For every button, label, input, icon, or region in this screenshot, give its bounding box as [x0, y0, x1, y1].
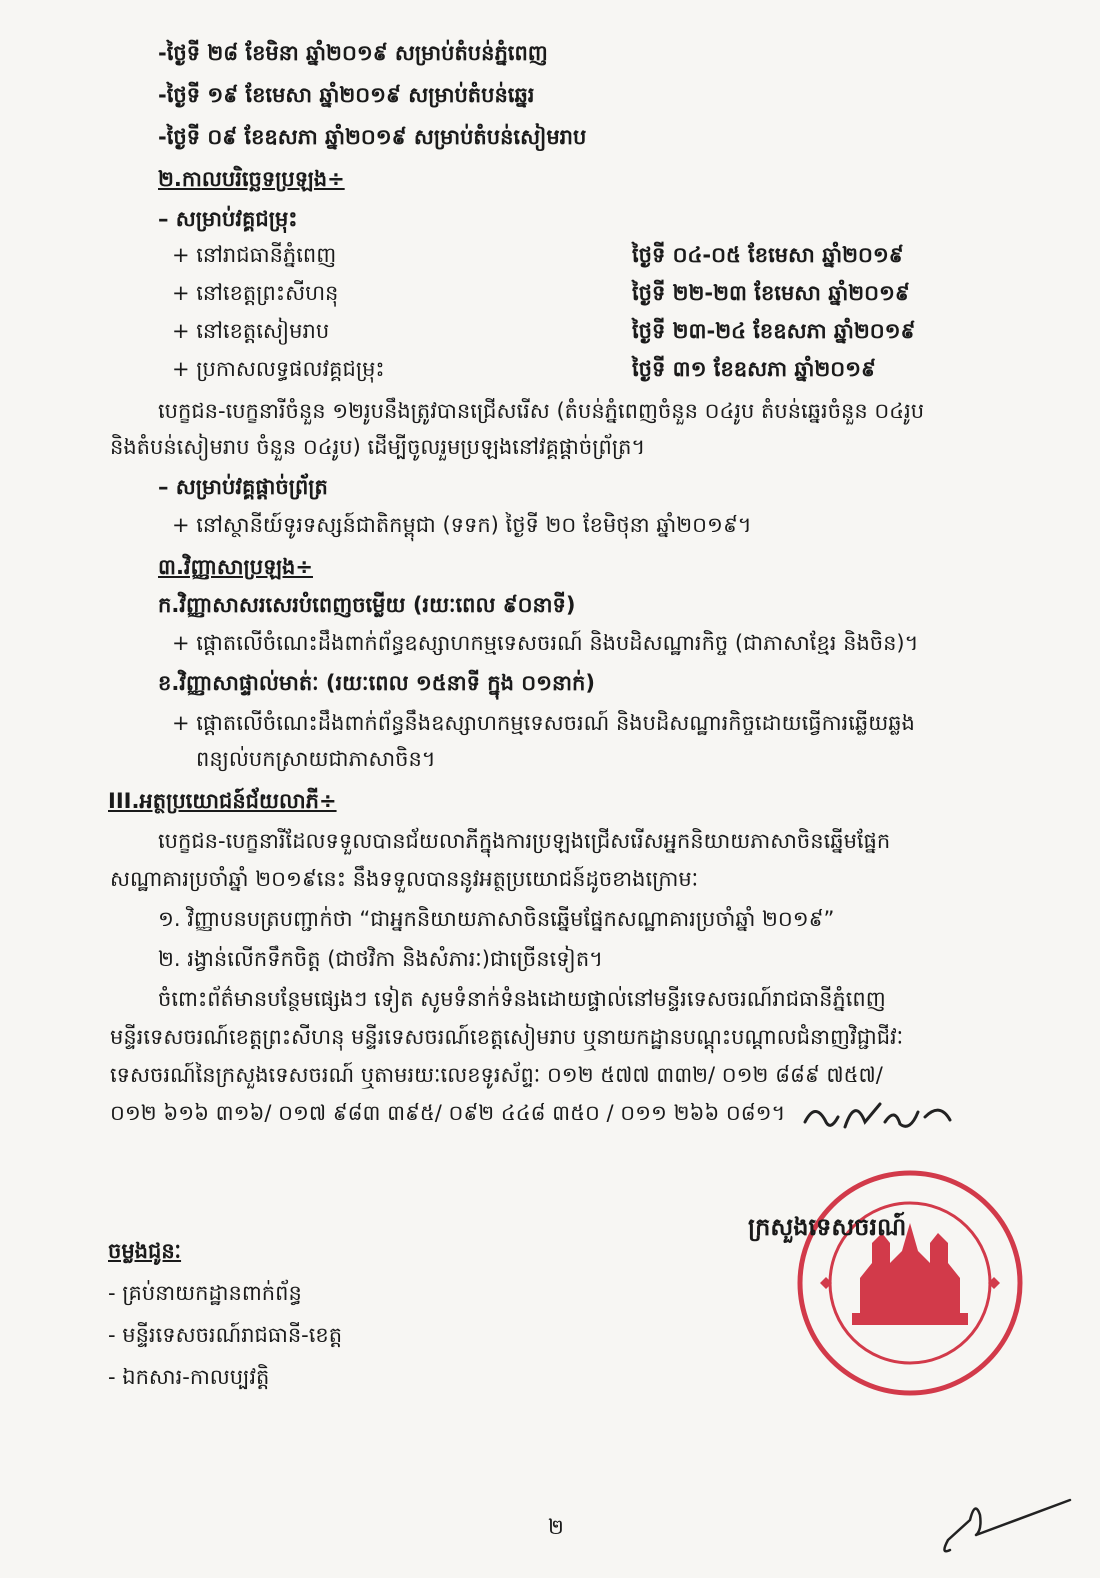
subject-b-item-line-1: + ផ្តោតលើចំណេះដឹងពាក់ព័ន្ធនឹងឧស្សាហកម្មទេសចរណ៍ និងបដិសណ្ឋារកិច្ចដោយធ្វើការឆ្លើយឆ្លង — [172, 711, 915, 735]
prelim-item-date: ថ្ងៃទី ៣១ ខែឧសភា ឆ្នាំ២០១៩ — [632, 357, 876, 381]
cc-item: - មន្ទីរទេសចរណ៍រាជធានី-ខេត្ត — [108, 1323, 343, 1347]
prelim-item-label: + នៅខេត្តសៀមរាប — [172, 319, 330, 343]
contact-text-line-1: ចំពោះព័ត៌មានបន្ថែមផ្សេងៗ ទៀត សូមទំនាក់ទំនងដោយផ្ទាល់នៅមន្ទីរទេសចរណ៍រាជធានីភ្នំពេញ — [158, 987, 886, 1011]
prelim-item-date: ថ្ងៃទី ២២-២៣ ខែមេសា ឆ្នាំ២០១៩ — [632, 281, 910, 305]
page-number: ២ — [548, 1515, 564, 1539]
final-heading: – សម្រាប់វគ្គផ្តាច់ព្រ័ត្រ — [158, 475, 328, 499]
selection-text-line-1: បេក្ខជន-បេក្ខនារីចំនួន ១២រូបនឹងត្រូវបានជ្រើសរើស (តំបន់ភ្នំពេញចំនួន ០៤រូប តំបន់ឆ្នេរចំនួន ០៤រូប — [158, 399, 925, 423]
benefits-text-line-2: សណ្ឋាគារប្រចាំឆ្នាំ ២០១៩នេះ នឹងទទួលបាននូវអត្ថប្រយោជន៍ដូចខាងក្រោមៈ — [110, 867, 699, 891]
region-date-siem-reap: -ថ្ងៃទី ០៩ ខែឧសភា ឆ្នាំ២០១៩ សម្រាប់តំបន់សៀមរាប — [158, 125, 587, 149]
benefits-heading: III.អត្ថប្រយោជន៍ជ័យលាភី÷ — [108, 789, 337, 813]
contact-text-line-4: ០១២ ៦១៦ ៣១៦/ ០១៧ ៩៨៣ ៣៩៥/ ០៩២ ៤៤៨ ៣៥០ / ០១១ ២៦៦ ០៨១។ — [110, 1101, 786, 1125]
ministry-name: ក្រសួងទេសចរណ៍ — [748, 1213, 907, 1241]
selection-text-line-2: និងតំបន់សៀមរាប ចំនួន ០៤រូប) ដើម្បីចូលរួមប្រឡងនៅវគ្គផ្តាច់ព្រ័ត្រ។ — [110, 435, 646, 459]
prelim-item-label: + នៅរាជធានីភ្នំពេញ — [172, 243, 337, 267]
contact-text-line-3: ទេសចរណ៍នៃក្រសួងទេសចរណ៍ ឬតាមរយៈលេខទូរស័ព្ទៈ ០១២ ៥៧៧ ៣៣២/ ០១២ ៨៨៩ ៧៥៧/ — [110, 1063, 883, 1087]
benefit-item-2: ២. រង្វាន់លើកទឹកចិត្ត (ជាថវិកា និងសំភារៈ)ជាច្រើនទៀត។ — [158, 947, 603, 971]
prelim-item-date: ថ្ងៃទី ០៤-០៥ ខែមេសា ឆ្នាំ២០១៩ — [632, 243, 904, 267]
corner-signature — [930, 1480, 1080, 1560]
ministry-seal — [790, 1163, 1030, 1403]
benefit-item-1: ១. វិញ្ញាបនបត្របញ្ជាក់ថា “ជាអ្នកនិយាយភាសាចិនឆ្នើមផ្នែកសណ្ឋាគារប្រចាំឆ្នាំ ២០១៩” — [158, 907, 835, 931]
initials-signature — [800, 1092, 970, 1142]
subject-b-heading: ខ.វិញ្ញាសាផ្ទាល់មាត់ៈ (រយៈពេល ១៥នាទី ក្នុង ០១នាក់) — [158, 671, 595, 695]
cc-item: - គ្រប់នាយកដ្ឋានពាក់ព័ន្ធ — [108, 1281, 302, 1305]
prelim-item-label: + ប្រកាសលទ្ធផលវគ្គជម្រុះ — [172, 357, 385, 381]
section-2-heading: ២.កាលបរិច្ឆេទប្រឡង÷ — [158, 167, 345, 191]
prelim-item-label: + នៅខេត្តព្រះសីហនុ — [172, 281, 339, 305]
cc-item: - ឯកសារ-កាលប្បវត្តិ — [108, 1365, 270, 1389]
subject-a-heading: ក.វិញ្ញាសាសរសេរបំពេញចម្លើយ (រយៈពេល ៩០នាទី) — [158, 593, 576, 617]
prelim-item-date: ថ្ងៃទី ២៣-២៤ ខែឧសភា ឆ្នាំ២០១៩ — [632, 319, 916, 343]
prelim-heading: – សម្រាប់វគ្គជម្រុះ — [158, 207, 298, 231]
benefits-text-line-1: បេក្ខជន-បេក្ខនារីដែលទទួលបានជ័យលាភីក្នុងការប្រឡងជ្រើសរើសអ្នកនិយាយភាសាចិនឆ្នើមផ្នែក — [158, 829, 891, 853]
contact-text-line-2: មន្ទីរទេសចរណ៍ខេត្តព្រះសីហនុ មន្ទីរទេសចរណ៍ខេត្តសៀមរាប ឬនាយកដ្ឋានបណ្តុះបណ្តាលជំនាញវិជ្ជាជីវៈ — [110, 1025, 904, 1049]
subject-a-item: + ផ្តោតលើចំណេះដឹងពាក់ព័ន្ធឧស្សាហកម្មទេសចរណ៍ និងបដិសណ្ឋារកិច្ច (ជាភាសាខ្មែរ និងចិន)។ — [172, 631, 919, 655]
cc-heading: ចម្លងជូនៈ — [108, 1239, 182, 1263]
region-date-coastal: -ថ្ងៃទី ១៩ ខែមេសា ឆ្នាំ២០១៩ សម្រាប់តំបន់ឆ្នេរ — [158, 83, 535, 107]
subject-b-item-line-2: ពន្យល់បកស្រាយជាភាសាចិន។ — [196, 747, 436, 771]
final-item: + នៅស្ថានីយ៍ទូរទស្សន៍ជាតិកម្ពុជា (ទទក) ថ្ងៃទី ២០ ខែមិថុនា ឆ្នាំ២០១៩។ — [172, 513, 752, 537]
section-3-heading: ៣.វិញ្ញាសាប្រឡង÷ — [158, 555, 313, 579]
region-date-phnom-penh: -ថ្ងៃទី ២៨ ខែមិនា ឆ្នាំ២០១៩ សម្រាប់តំបន់ភ្នំពេញ — [158, 41, 548, 65]
